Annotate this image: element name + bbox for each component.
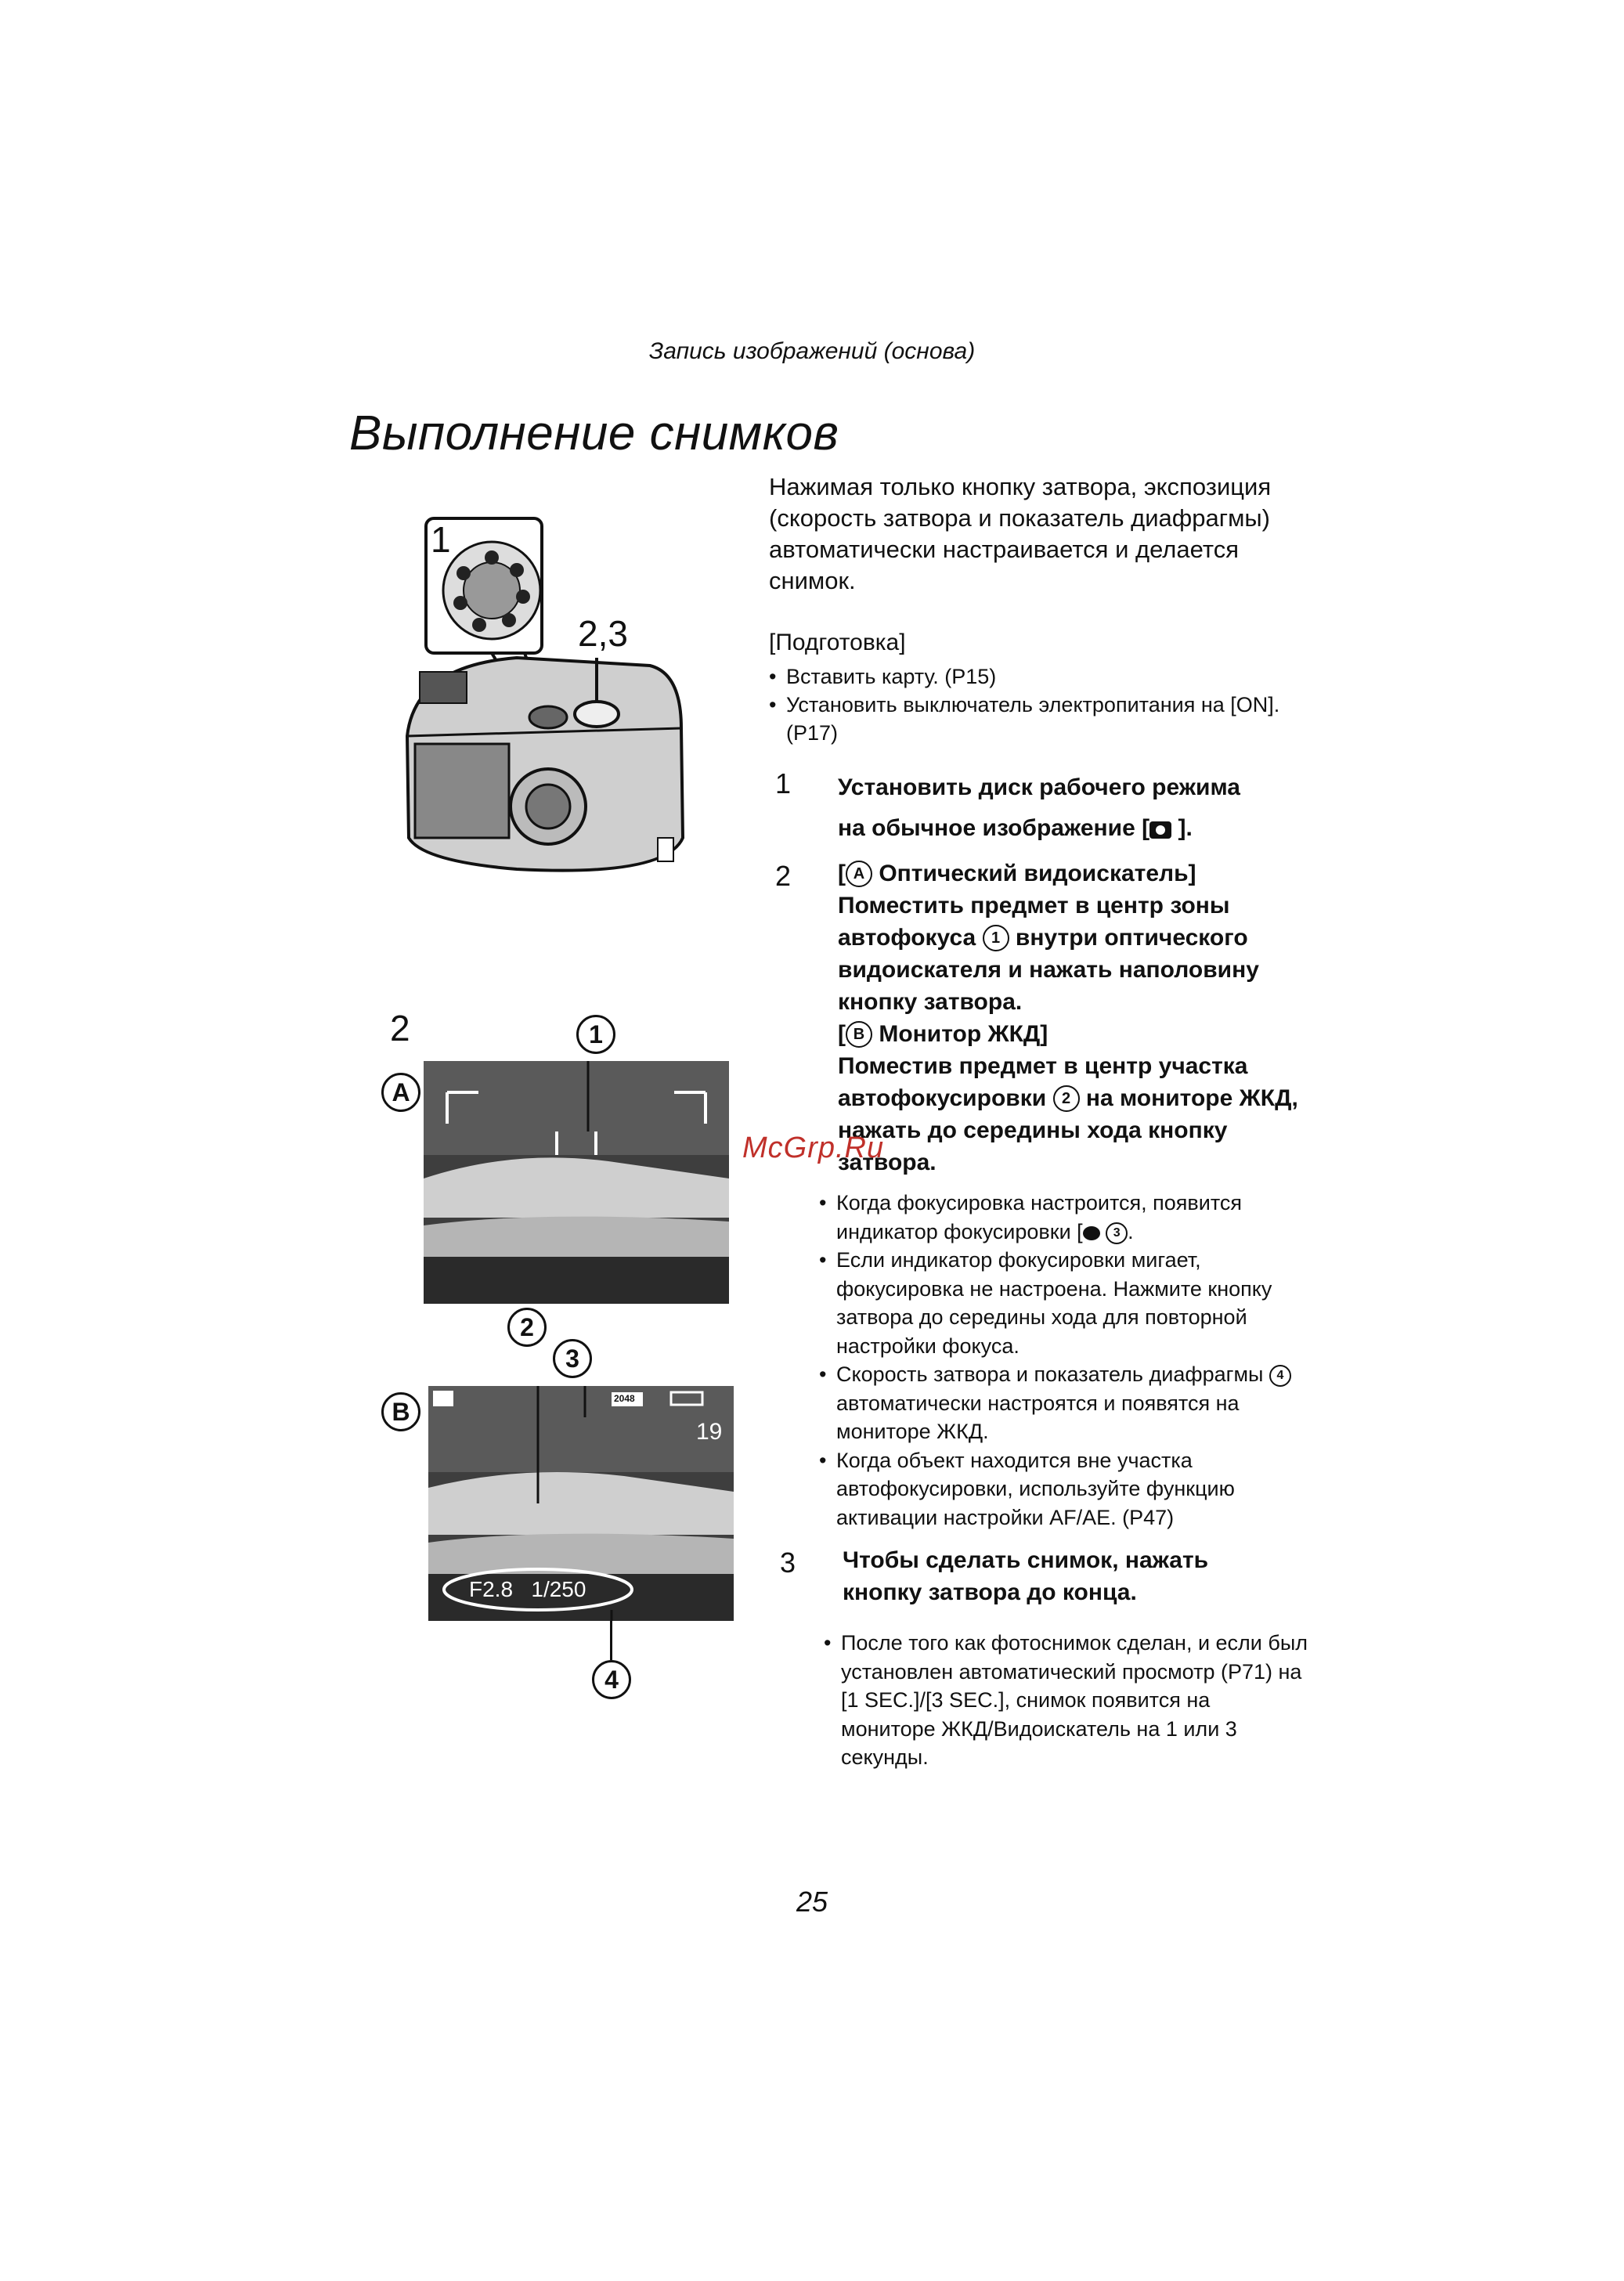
step-1-line1: Установить диск рабочего режима bbox=[838, 774, 1240, 800]
step-2-lcd-text bbox=[838, 1050, 1308, 1178]
preparation-item: • Установить выключатель электропитания на [ON]. (P17) bbox=[769, 691, 1317, 747]
lcd-image bbox=[428, 1386, 734, 1621]
lcd-exposure-readout: F2.8 1/250 bbox=[469, 1577, 586, 1601]
lcd-title: Монитор ЖКД] bbox=[879, 1021, 1048, 1047]
section-subtitle: Запись изображений (основа) bbox=[648, 338, 976, 364]
circled-1-icon: 1 bbox=[576, 1015, 615, 1054]
lcd-text-b: на мониторе ЖКД, нажать до середины хода кнопку затвора. bbox=[838, 1085, 1298, 1175]
viewfinder-image bbox=[424, 1061, 729, 1304]
viewfinder-scene bbox=[424, 1061, 729, 1304]
intro-paragraph: Нажимая только кнопку затвора, экспозиция (скорость затвора и показатель диафрагмы) автоматически настраивается и делается снимок. bbox=[769, 473, 1272, 594]
viewfinder-title: Оптический видоискатель] bbox=[879, 861, 1196, 886]
lcd-shot-count: 19 bbox=[696, 1419, 723, 1445]
page-title: Выполнение снимков bbox=[349, 406, 839, 460]
circled-1-icon: 1 bbox=[983, 925, 1009, 951]
lcd-size-readout: 2048 bbox=[614, 1393, 635, 1404]
bullet-item: • Когда объект находится вне участка автофокусировки, используйте функцию активации настройки AF/AE. (P47) bbox=[819, 1446, 1305, 1532]
circled-a-icon: A bbox=[381, 1073, 420, 1112]
step-2-lcd-heading: [ B Монитор ЖКД] bbox=[838, 1021, 1048, 1047]
step-2-viewfinder-text bbox=[838, 890, 1308, 1018]
bullet-item: • После того как фотоснимок сделан, и если был установлен автоматический просмотр (P71) на [1 SEC.]/[3 SEC.], снимок появится на мониторе ЖКД/Видоискатель на 1 или 3 секунды. bbox=[824, 1629, 1309, 1772]
camera-label-1: 1 bbox=[431, 519, 451, 560]
camera-drawing bbox=[392, 509, 720, 885]
preparation-title: [Подготовка] bbox=[769, 630, 906, 655]
circled-3-icon: 3 bbox=[1106, 1222, 1128, 1244]
step-1-line2-end: ]. bbox=[1178, 815, 1193, 841]
step-3-bullets bbox=[824, 1629, 1309, 1772]
lcd-text-a: Поместив предмет в центр участка автофокусировки bbox=[838, 1053, 1248, 1111]
bullet-item bbox=[819, 1189, 1305, 1246]
circled-4-icon: 4 bbox=[592, 1660, 631, 1699]
camera-mode-icon bbox=[1149, 821, 1171, 839]
bullet-text: Когда фокусировка настроится, появится индикатор фокусировки [ bbox=[836, 1191, 1243, 1243]
circled-b-icon: B bbox=[381, 1392, 420, 1431]
preparation-list bbox=[769, 662, 1317, 747]
bullet-text: Скорость затвора и показатель диафрагмы bbox=[836, 1362, 1264, 1386]
bullet-item: • Если индикатор фокусировки мигает, фокусировка не настроена. Нажмите кнопку затвора до середины хода для повторной настройки фокуса. bbox=[819, 1246, 1305, 1360]
circled-2-icon: 2 bbox=[1053, 1085, 1080, 1112]
pointer-line bbox=[610, 1621, 612, 1660]
focus-indicator-icon bbox=[1083, 1226, 1100, 1240]
step-3-text: Чтобы сделать снимок, нажать кнопку затвора до конца. bbox=[843, 1547, 1209, 1605]
step-1-number: 1 bbox=[775, 767, 792, 799]
circled-3-icon: 3 bbox=[553, 1339, 592, 1378]
camera-illustration bbox=[392, 509, 720, 885]
viewfinder-step-label: 2 bbox=[390, 1008, 410, 1048]
step-2-text bbox=[838, 857, 1308, 1178]
viewfinder-text-b: внутри оптического видоискателя и нажать наполовину кнопку затвора. bbox=[838, 925, 1259, 1015]
preparation-item: • Вставить карту. (P15) bbox=[769, 662, 1317, 691]
viewfinder-text-a: Поместить предмет в центр зоны автофокуса bbox=[838, 893, 1230, 951]
watermark: McGrp.Ru bbox=[742, 1131, 885, 1164]
step-2-viewfinder-heading: [ A Оптический видоискатель] bbox=[838, 861, 1196, 886]
circled-2-icon: 2 bbox=[507, 1308, 547, 1347]
bullet-item bbox=[819, 1360, 1305, 1446]
label-b-icon: B bbox=[846, 1021, 872, 1048]
label-a-icon: A bbox=[846, 861, 872, 887]
bullet-end: автоматически настроятся и появятся на мониторе ЖКД. bbox=[836, 1391, 1240, 1443]
circled-4-icon: 4 bbox=[1269, 1365, 1291, 1387]
page-number: 25 bbox=[796, 1886, 828, 1918]
step-3-number: 3 bbox=[780, 1547, 796, 1579]
bullet-end: . bbox=[1128, 1219, 1134, 1243]
step-2-number: 2 bbox=[775, 860, 792, 892]
step-2-bullets bbox=[819, 1189, 1305, 1532]
camera-label-2-3: 2,3 bbox=[578, 613, 628, 654]
step-1-line2: на обычное изображение [ bbox=[838, 815, 1150, 841]
step-1-text bbox=[838, 767, 1323, 849]
